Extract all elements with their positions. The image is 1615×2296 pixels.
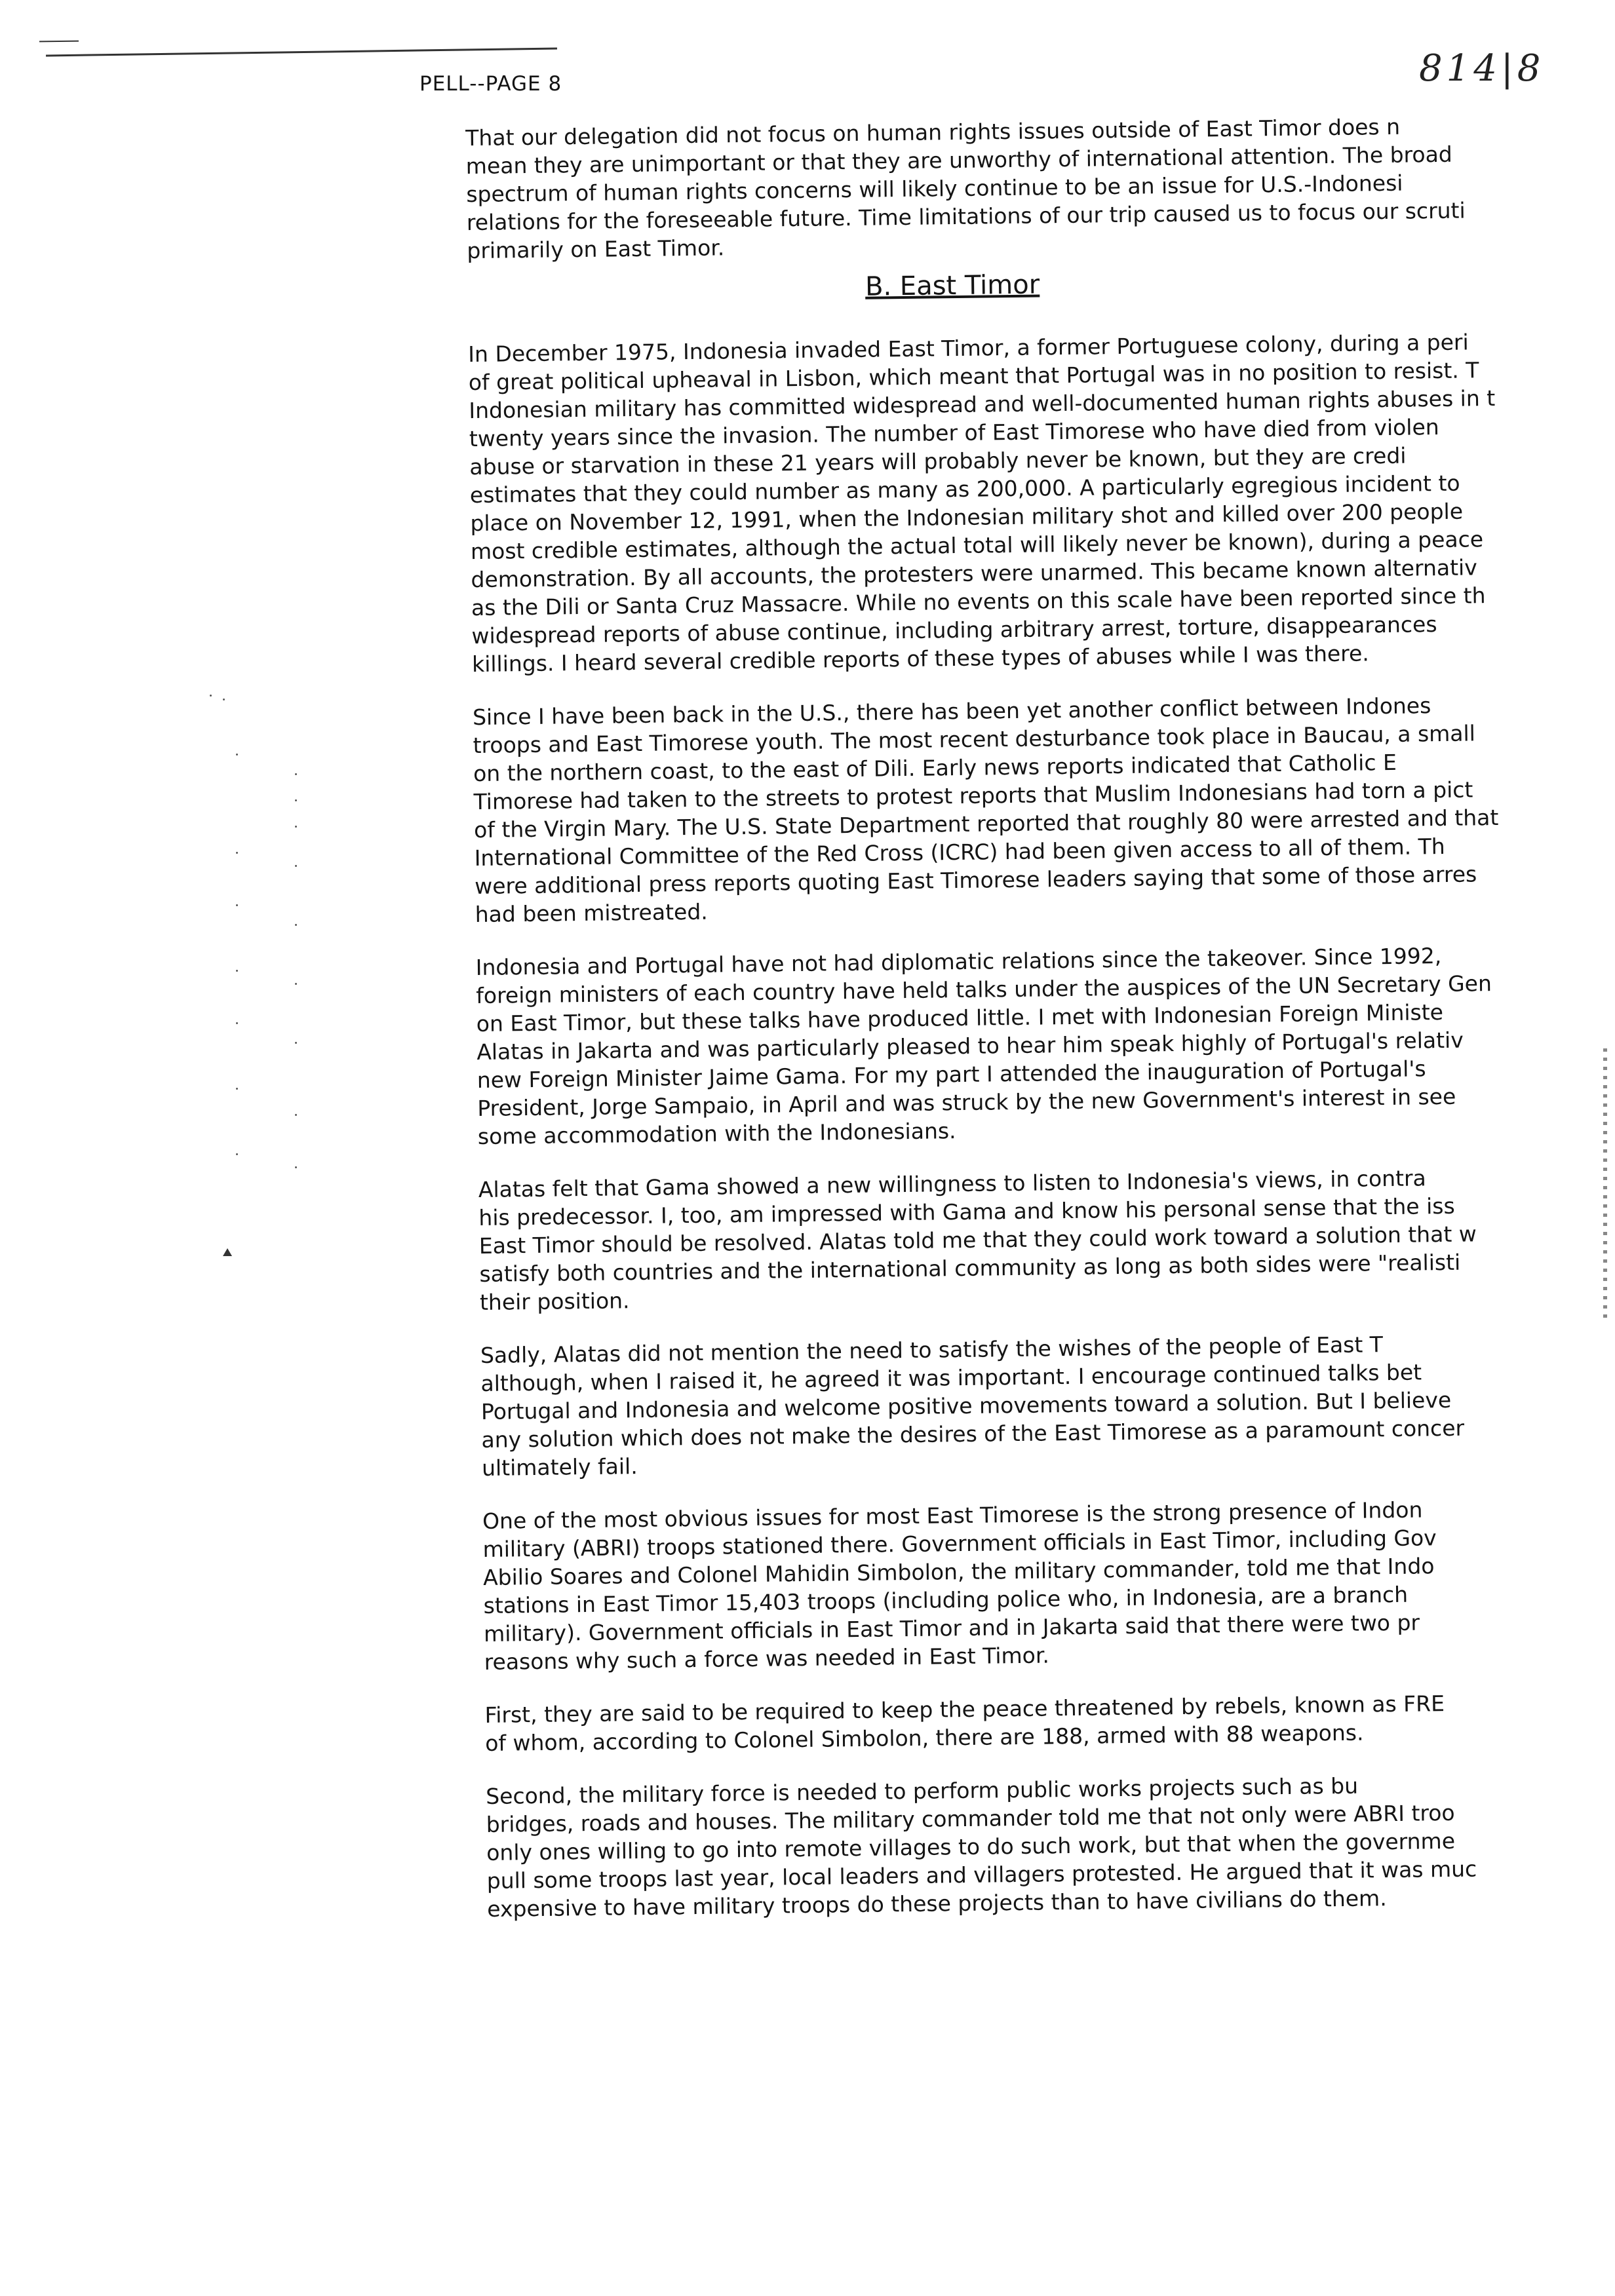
text-line: killings. I heard several credible reports of these types of abuses while I was there.	[471, 640, 1370, 678]
text-line: estimates that they could number as many as 200,000. A particularly egregious incident to	[469, 470, 1460, 508]
paragraph	[427, 689, 1583, 928]
text-line: military (ABRI) troops stationed there. Government officials in East Timor, including Gov	[482, 1525, 1437, 1562]
text-line: any solution which does not make the desires of the East Timorese as a paramount concer	[481, 1415, 1465, 1453]
paragraph	[422, 326, 1580, 678]
text-line: his predecessor. I, too, am impressed with Gama and know his personal sense that the iss	[478, 1193, 1455, 1231]
scan-artifact-line	[46, 48, 557, 57]
text-line: Sadly, Alatas did not mention the need to satisfy the wishes of the people of East T	[480, 1331, 1384, 1369]
text-line: only ones willing to go into remote villages to do such work, but that when the governme	[486, 1827, 1456, 1866]
text-line: pull some troops last year, local leaders and villagers protested. He argued that it was muc	[486, 1856, 1477, 1894]
text-line: One of the most obvious issues for most East Timorese is the strong presence of Indon	[482, 1497, 1423, 1534]
scan-artifact-line	[39, 41, 79, 43]
text-line: were additional press reports quoting East Timorese leaders saying that some of those arres	[474, 861, 1477, 900]
text-line: relations for the foreseeable future. Time limitations of our trip caused us to focus our scruti	[466, 197, 1466, 236]
section-heading: B. East Timor	[865, 269, 1040, 302]
text-line: reasons why such a force was needed in East Timor.	[484, 1642, 1050, 1675]
text-line: Second, the military force is needed to perform public works projects such as bu	[485, 1772, 1359, 1809]
text-line: Alatas felt that Gama showed a new willingness to listen to Indonesia's views, in contra	[478, 1165, 1427, 1203]
text-line: had been mistreated.	[475, 898, 708, 928]
text-line: on East Timor, but these talks have produced little. I met with Indonesian Foreign Ministe	[476, 999, 1444, 1037]
text-line: ultimately fail.	[481, 1453, 638, 1481]
text-line: Portugal and Indonesia and welcome positive movements toward a solution. But I believe	[480, 1387, 1452, 1425]
text-line: spectrum of human rights concerns will likely continue to be an issue for U.S.-Indonesi	[466, 170, 1403, 208]
text-line: their position.	[479, 1288, 630, 1316]
text-line: military). Government officials in East Timor and in Jakarta said that there were two pr	[483, 1609, 1420, 1647]
paragraph	[435, 1328, 1589, 1482]
text-line: as the Dili or Santa Cruz Massacre. While no events on this scale have been reported since th	[471, 583, 1486, 621]
scan-noise-dots	[197, 695, 341, 1284]
text-line: In December 1975, Indonesia invaded East Timor, a former Portuguese colony, during a peri	[468, 329, 1469, 368]
text-line: expensive to have military troops do these projects than to have civilians do them.	[487, 1885, 1387, 1922]
text-line: primarily on East Timor.	[467, 235, 725, 264]
intro-paragraph	[419, 110, 1574, 265]
text-line: new Foreign Minister Jaime Gama. For my part I attended the inauguration of Portugal's	[477, 1056, 1426, 1094]
text-line: That our delegation did not focus on human rights issues outside of East Timor does n	[465, 113, 1401, 151]
page-header: PELL--PAGE 8	[419, 72, 562, 96]
text-line: mean they are unimportant or that they are unworthy of international attention. The broad	[465, 141, 1452, 180]
text-line: demonstration. By all accounts, the protesters were unarmed. This became known alternativ	[471, 554, 1477, 593]
text-line: Alatas in Jakarta and was particularly pleased to hear him speak highly of Portugal's relativ	[477, 1027, 1464, 1065]
text-line: bridges, roads and houses. The military commander told me that not only were ABRI troo	[486, 1799, 1455, 1837]
paragraph	[433, 1162, 1587, 1316]
text-line: on the northern coast, to the east of Dili. Early news reports indicated that Catholic E	[473, 749, 1397, 787]
scan-mark	[223, 1248, 232, 1256]
text-line: International Committee of the Red Cross (ICRC) had been given access to all of them. Th	[474, 833, 1445, 871]
text-line: stations in East Timor 15,403 troops (including police who, in Indonesia, are a branch	[483, 1581, 1409, 1618]
text-line: East Timor should be resolved. Alatas told me that they could work toward a solution that w	[478, 1221, 1477, 1259]
text-line: of great political upheaval in Lisbon, which meant that Portugal was in no position to resist. T	[468, 357, 1479, 396]
text-line: most credible estimates, although the actual total will likely never be known), during a peace	[470, 526, 1484, 565]
paragraph	[429, 940, 1586, 1151]
text-line: Indonesia and Portugal have not had diplomatic relations since the takeover. Since 1992,	[475, 943, 1442, 981]
paragraph	[440, 1769, 1595, 1923]
text-line: place on November 12, 1991, when the Indonesian military shot and killed over 200 people	[470, 498, 1464, 537]
text-line: widespread reports of abuse continue, including arbitrary arrest, torture, disappearances	[471, 611, 1437, 649]
document-body	[419, 110, 1595, 1923]
text-line: abuse or starvation in these 21 years will probably never be known, but they are credi	[469, 442, 1407, 480]
text-line: Abilio Soares and Colonel Mahidin Simbolon, the military commander, told me that Indo	[482, 1553, 1435, 1590]
text-line: Timorese had taken to the streets to protest reports that Muslim Indonesians had torn a pict	[473, 776, 1473, 815]
paragraph	[437, 1493, 1592, 1676]
scan-edge-artifact	[1603, 1048, 1607, 1324]
text-line: troops and East Timorese youth. The most recent desturbance took place in Baucau, a small	[473, 720, 1476, 759]
text-line: Indonesian military has committed widespread and well-documented human rights abuses in t	[469, 385, 1496, 424]
text-line: of the Virgin Mary. The U.S. State Department reported that roughly 80 were arrested and that	[473, 804, 1499, 843]
handwritten-doc-number: 814|8	[1419, 47, 1545, 90]
text-line: some accommodation with the Indonesians.	[477, 1118, 956, 1150]
text-line: Since I have been back in the U.S., there has been yet another conflict between Indones	[472, 693, 1431, 731]
text-line: although, when I raised it, he agreed it was important. I encourage continued talks bet	[480, 1359, 1422, 1396]
text-line: twenty years since the invasion. The number of East Timorese who have died from violen	[469, 414, 1439, 452]
text-line: of whom, according to Colonel Simbolon, there are 188, armed with 88 weapons.	[484, 1719, 1364, 1756]
text-line: satisfy both countries and the international community as long as both sides were "realisti	[479, 1249, 1461, 1288]
text-line: foreign ministers of each country have held talks under the auspices of the UN Secretary Gen	[476, 970, 1492, 1009]
text-line: First, they are said to be required to keep the peace threatened by rebels, known as FRE	[484, 1691, 1445, 1728]
text-line: President, Jorge Sampaio, in April and was struck by the new Government's interest in see	[477, 1083, 1456, 1122]
